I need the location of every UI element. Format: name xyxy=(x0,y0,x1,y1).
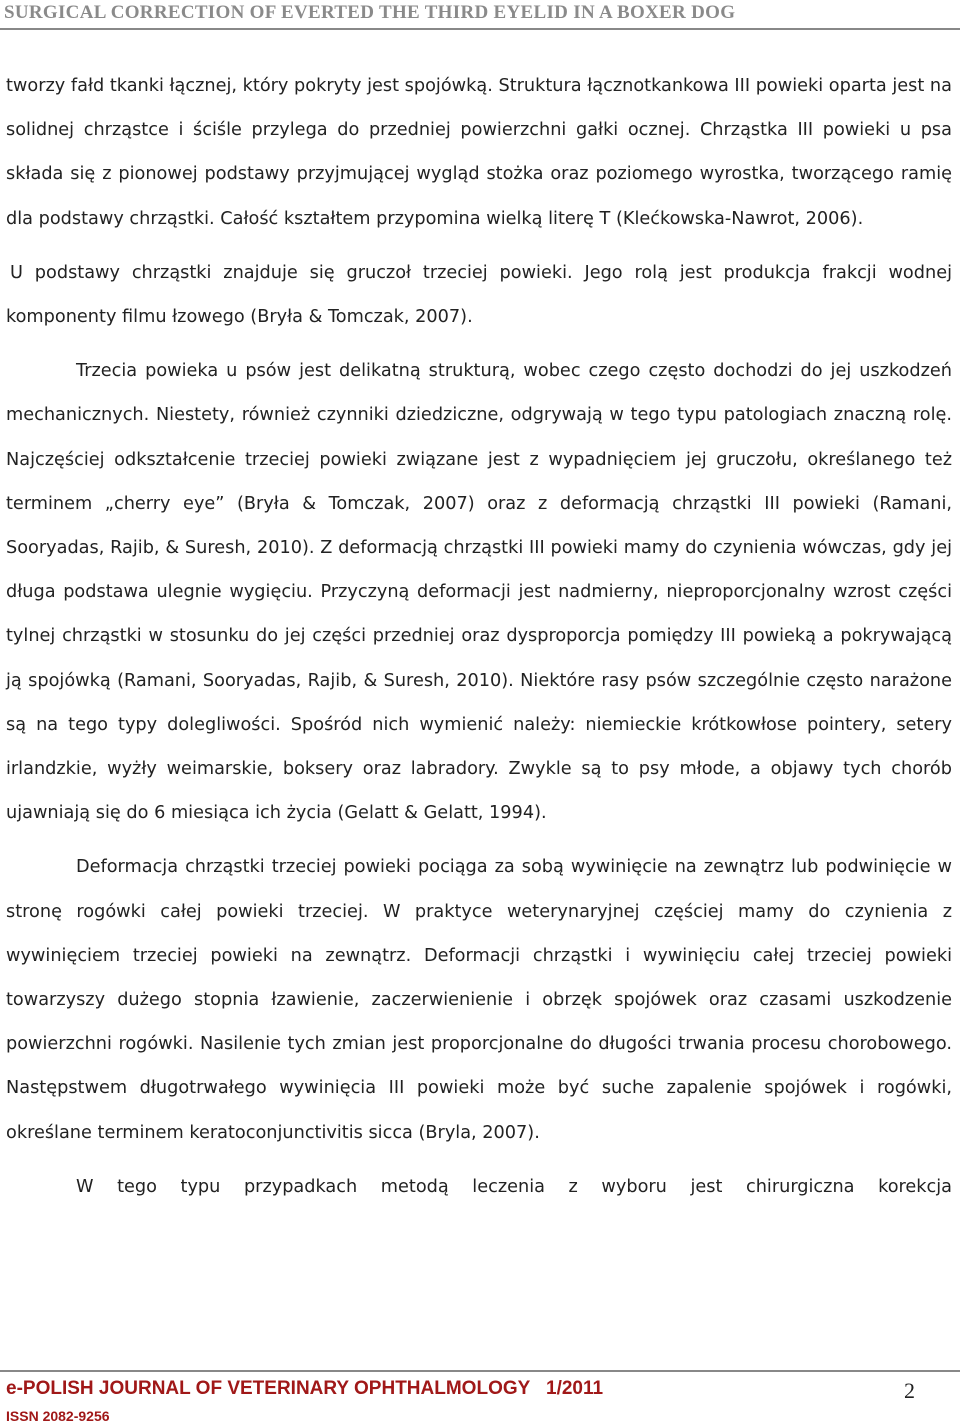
journal-issn: ISSN 2082-9256 xyxy=(6,1408,110,1424)
paragraph-cartilage-structure: tworzy fałd tkanki łącznej, który pokryty jest spojówką. Struktura łącznotkankowa III powieki oparta jest na solidnej chrząstce i ściśle przylega do przedniej powierzchni gałki ocznej. Chrząstka III powieki u psa składa się z pionowej podstawy przyjmującej wygląd stożka oraz poziomego wyrostka, tworzącego ramię dla podstawy chrząstki. Całość kształtem przypomina wielką literę T (Klećkowska-Nawrot, 2006). xyxy=(6,76,952,229)
page-footer xyxy=(0,1370,960,1427)
running-header xyxy=(0,0,960,30)
page-number: 2 xyxy=(904,1378,915,1403)
paragraph-deformation-effects: Deformacja chrząstki trzeciej powieki pociąga za sobą wywinięcie na zewnątrz lub podwinięcie w stronę rogówki całej powieki trzeciej. W praktyce weterynaryjnej częściej mamy do czynienia z wywinięciem trzeciej powieki na zewnątrz. Deformacji chrząstki i wywinięciu całej trzeciej powieki towarzyszy dużego stopnia łzawienie, zaczerwienienie i obrzęk spojówek oraz czasami uszkodzenie powierzchni rogówki. Nasilenie tych zmian jest proporcjonalne do długości trwania procesu chorobowego. Następstwem długotrwałego wywinięcia III powieki może być suche zapalenie spojówek i rogówki, określane terminem keratoconjunctivitis sicca (Bryla, 2007). xyxy=(6,857,952,1143)
paragraph-treatment: W tego typu przypadkach metodą leczenia z wyboru jest chirurgiczna korekcja xyxy=(76,1176,952,1197)
journal-name: e-POLISH JOURNAL OF VETERINARY OPHTHALMOLOGY xyxy=(6,1378,531,1399)
running-title: SURGICAL CORRECTION OF EVERTED THE THIRD EYELID IN A BOXER DOG xyxy=(4,2,736,23)
article-body xyxy=(6,64,952,1209)
paragraph-injuries-and-breeds: Trzecia powieka u psów jest delikatną strukturą, wobec czego często dochodzi do jej uszkodzeń mechanicznych. Niestety, również czynniki dziedziczne, odgrywają w tego typu patologiach znaczną rolę. Najczęściej odkształcenie trzeciej powieki związane jest z wypadnięciem jej gruczołu, określanego też terminem „cherry eye” (Bryła & Tomczak, 2007) oraz z deformacją chrząstki III powieki (Ramani, Sooryadas, Rajib, & Suresh, 2010). Z deformacją chrząstki III powieki mamy do czynienia wówczas, gdy jej długa podstawa ulegnie wygięciu. Przyczyną deformacji jest nadmierny, nieproporcjonalny wzrost części tylnej chrząstki w stosunku do jej części przedniej oraz dysproporcja pomiędzy III powieką a pokrywającą ją spojówką (Ramani, Sooryadas, Rajib, & Suresh, 2010). Niektóre rasy psów szczególnie często narażone są na tego typy dolegliwości. Spośród nich wymienić należy: niemieckie krótkowłose pointery, setery irlandzkie, wyżły weimarskie, boksery oraz labradory. Zwykle są to psy młode, a objawy tych chorób ujawniają się do 6 miesiąca ich życia (Gelatt & Gelatt, 1994). xyxy=(6,361,952,824)
journal-issue: 1/2011 xyxy=(546,1378,604,1399)
paragraph-gland: U podstawy chrząstki znajduje się gruczoł trzeciej powieki. Jego rolą jest produkcja frakcji wodnej komponenty filmu łzowego (Bryła & Tomczak, 2007). xyxy=(6,262,952,328)
